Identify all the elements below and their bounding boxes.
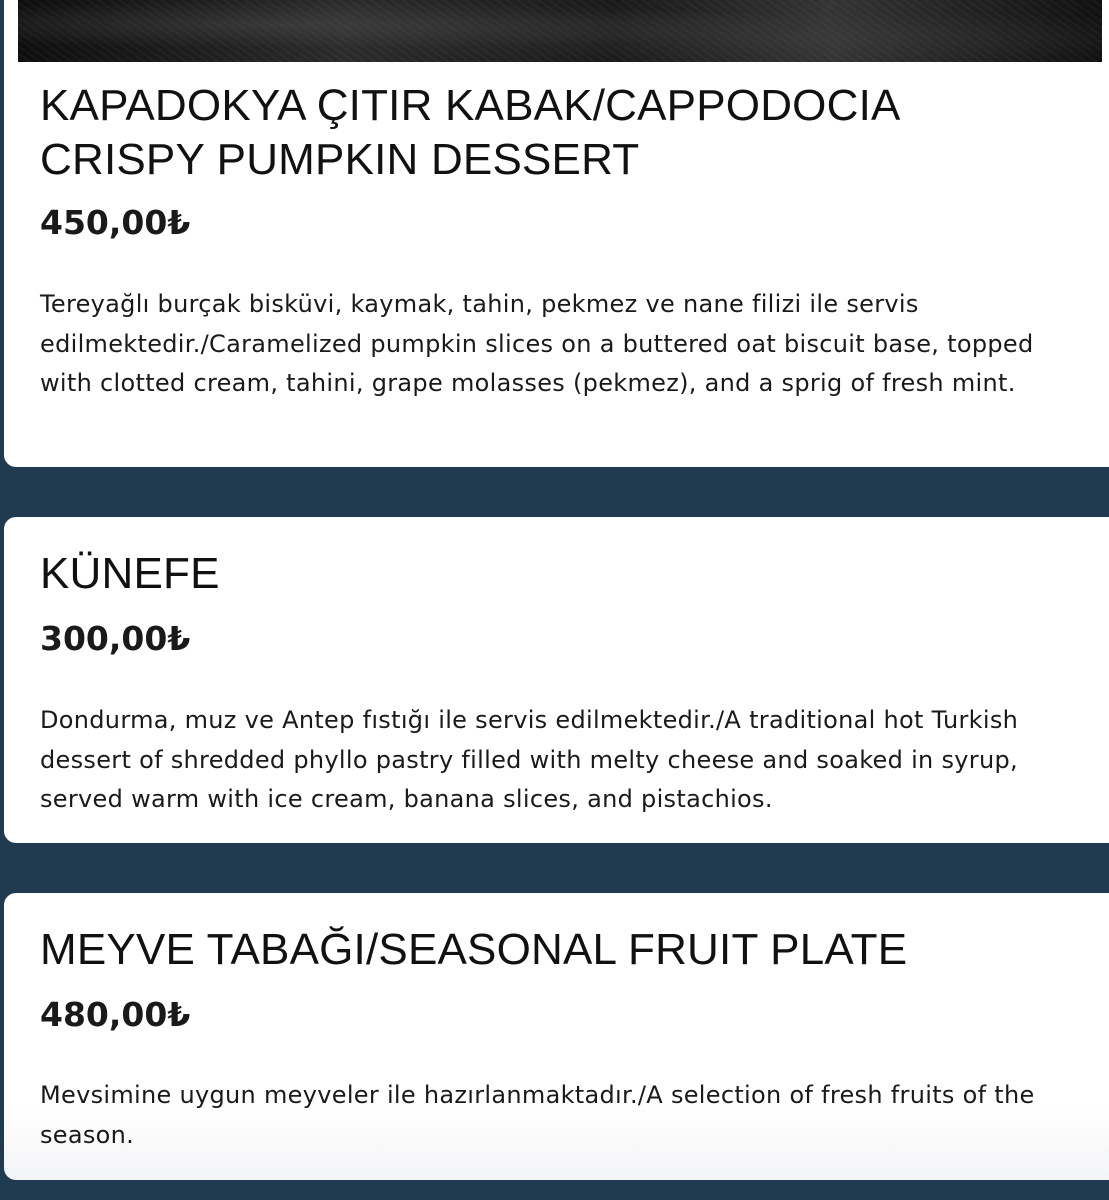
menu-item-price: 450,00₺ bbox=[40, 203, 191, 242]
menu-item-card[interactable] bbox=[4, 893, 1109, 1180]
menu-item-description: Tereyağlı burçak bisküvi, kaymak, tahin, pekmez ve nane filizi ile servis edilmektedir./Caramelized pumpkin slices on a buttered oat biscuit base, topped with clotted cream, tahini, grape molasses (pekmez), and a sprig of fresh mint. bbox=[40, 290, 1034, 397]
menu-item-price: 480,00₺ bbox=[40, 995, 191, 1034]
menu-item-price: 300,00₺ bbox=[40, 619, 191, 658]
menu-item-image bbox=[18, 0, 1102, 62]
menu-item-title: MEYVE TABAĞI/SEASONAL FRUIT PLATE bbox=[40, 925, 908, 974]
menu-item-card[interactable] bbox=[4, 517, 1109, 843]
menu-item-description: Dondurma, muz ve Antep fıstığı ile servis edilmektedir./A traditional hot Turkish dessert of shredded phyllo pastry filled with melty cheese and soaked in syrup, served warm with ice cream, banana slices, and pistachios. bbox=[40, 706, 1019, 813]
menu-item-description: Mevsimine uygun meyveler ile hazırlanmaktadır./A selection of fresh fruits of the season. bbox=[40, 1081, 1035, 1149]
menu-item-title: KÜNEFE bbox=[40, 549, 220, 598]
menu-item-title: KAPADOKYA ÇITIR KABAK/CAPPODOCIA CRISPY PUMPKIN DESSERT bbox=[40, 81, 899, 184]
menu-item-card[interactable] bbox=[4, 0, 1109, 467]
